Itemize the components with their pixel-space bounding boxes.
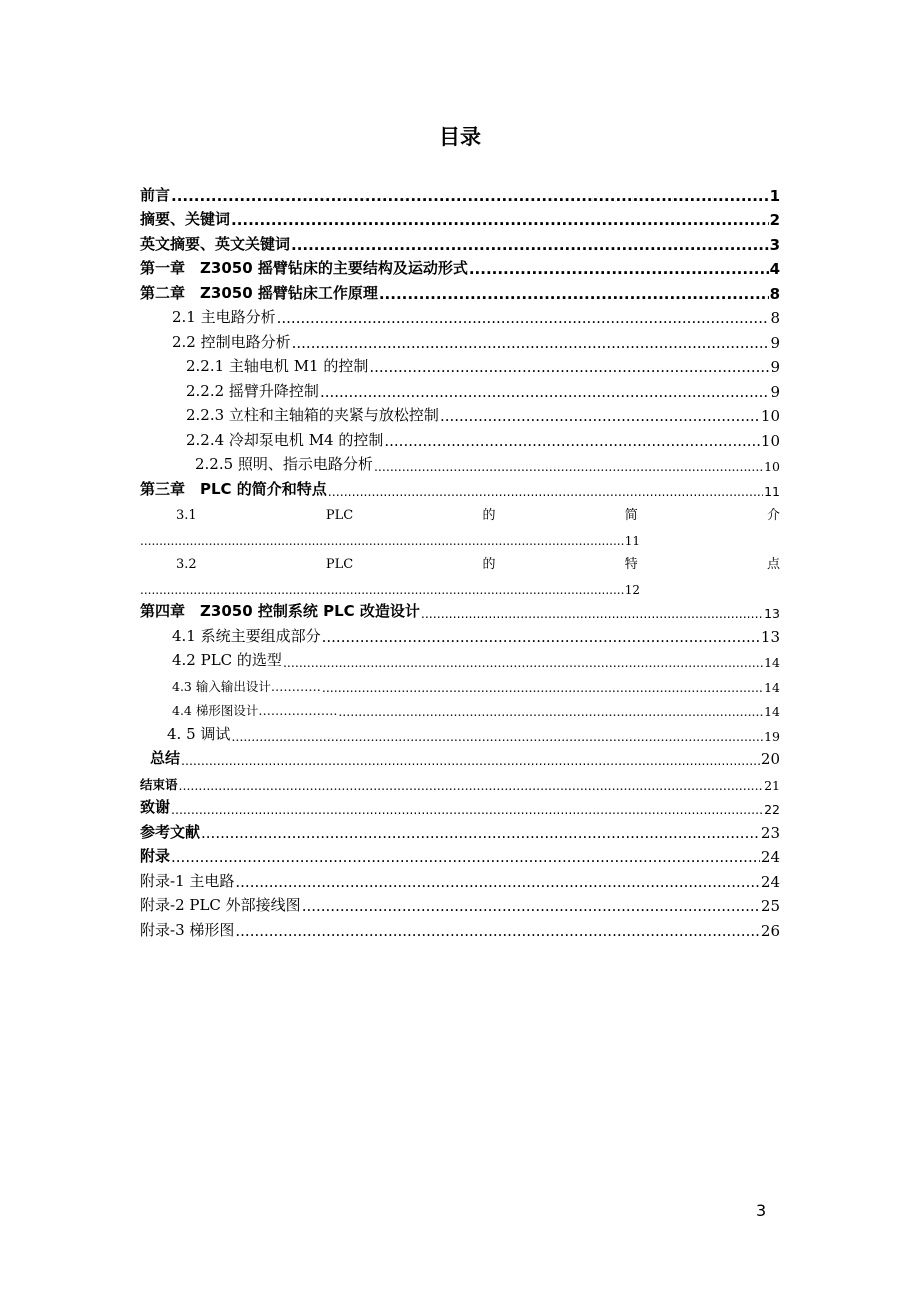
toc-entry-label: 第一章 Z3050 摇臂钻床的主要结构及运动形式	[140, 259, 468, 277]
toc-leader	[283, 655, 763, 670]
toc-entry-page: 14	[764, 704, 780, 719]
table-of-contents	[140, 180, 780, 940]
toc-leader	[469, 260, 769, 278]
toc-entry[interactable]	[140, 401, 780, 426]
toc-word: PLC	[325, 557, 354, 572]
toc-leader	[291, 236, 769, 254]
toc-entry-label: 4.4 梯形图设计……………….	[172, 703, 338, 718]
toc-entry-justified[interactable]	[140, 548, 780, 573]
toc-entry[interactable]	[140, 450, 780, 475]
toc-entry-page: 9	[770, 333, 780, 352]
toc-leader	[140, 534, 625, 548]
toc-entry[interactable]	[140, 842, 780, 867]
toc-leader	[421, 606, 763, 621]
toc-entry[interactable]	[140, 205, 780, 230]
toc-leader	[440, 407, 760, 425]
toc-entry-page: 8	[769, 284, 780, 303]
toc-entry-label: 2.2.5 照明、指示电路分析	[195, 455, 373, 473]
toc-entry-label: 2.2.4 冷却泵电机 M4 的控制	[186, 430, 384, 449]
toc-entry[interactable]	[140, 915, 780, 940]
toc-entry[interactable]	[140, 352, 780, 377]
toc-entry[interactable]	[140, 866, 780, 891]
toc-entry[interactable]	[140, 768, 780, 793]
toc-leader	[322, 680, 763, 695]
toc-entry[interactable]	[140, 646, 780, 671]
toc-entry[interactable]	[140, 303, 780, 328]
toc-entry[interactable]	[140, 670, 780, 695]
toc-word: 3.1	[176, 508, 197, 523]
toc-entry-label: 附录-2 PLC 外部接线图	[140, 896, 301, 914]
toc-word: 的	[482, 508, 496, 523]
toc-entry[interactable]	[140, 817, 780, 842]
toc-leader	[171, 848, 760, 866]
toc-entry-label: 4.1 系统主要组成部分	[172, 626, 321, 645]
toc-entry[interactable]	[140, 254, 780, 279]
toc-word: 3.2	[176, 557, 197, 572]
toc-entry-page: 10	[764, 459, 780, 474]
toc-entry[interactable]	[140, 597, 780, 622]
toc-entry-page: 13	[760, 627, 780, 646]
toc-leader	[374, 459, 763, 474]
toc-leader	[379, 285, 769, 303]
toc-entry-label: 前言	[140, 185, 171, 204]
toc-leader	[328, 484, 763, 499]
toc-entry-leader-line[interactable]	[140, 523, 640, 548]
toc-leader	[292, 334, 770, 352]
toc-entry-label: 参考文献	[140, 822, 201, 841]
toc-entry-page: 10	[760, 407, 780, 425]
toc-entry-page: 9	[770, 382, 780, 401]
page-number: 3	[756, 1201, 767, 1220]
toc-entry-label: 附录-3 梯形图	[140, 920, 235, 939]
toc-entry-label: 第三章 PLC 的简介和特点	[140, 479, 327, 498]
toc-leader	[235, 873, 760, 891]
toc-entry-page: 19	[764, 728, 780, 744]
toc-word: 介	[766, 508, 780, 523]
toc-entry[interactable]	[140, 229, 780, 254]
toc-leader	[384, 432, 760, 450]
toc-entry-label: 总结	[150, 749, 181, 767]
toc-entry-page: 24	[760, 848, 780, 866]
toc-entry-label: 致谢	[140, 798, 171, 816]
toc-entry-page: 11	[624, 533, 640, 548]
toc-entry-page: 1	[769, 186, 780, 205]
toc-entry[interactable]	[140, 793, 780, 818]
toc-entry-label: 4.3 输入输出设计…………	[172, 678, 321, 694]
toc-entry-justified[interactable]	[140, 499, 780, 524]
toc-leader	[277, 309, 770, 327]
toc-entry-page: 9	[770, 358, 780, 376]
toc-leader	[338, 704, 763, 719]
toc-leader	[231, 729, 763, 744]
toc-word: 点	[766, 557, 780, 572]
toc-entry-page: 22	[764, 802, 780, 817]
toc-entry-label: 第四章 Z3050 控制系统 PLC 改造设计	[140, 602, 420, 620]
toc-entry-page: 3	[769, 235, 780, 254]
toc-entry[interactable]	[140, 891, 780, 916]
toc-entry-label: 摘要、关键词	[140, 210, 231, 228]
toc-entry-label: 结束语	[140, 776, 178, 792]
toc-entry-page: 26	[760, 921, 780, 940]
toc-leader	[320, 383, 770, 401]
toc-entry-label: 英文摘要、英文关键词	[140, 234, 291, 253]
toc-entry-page: 24	[760, 872, 780, 891]
toc-entry[interactable]	[140, 474, 780, 499]
toc-entry[interactable]	[140, 425, 780, 450]
toc-entry[interactable]	[140, 621, 780, 646]
toc-entry-page: 4	[769, 260, 780, 278]
toc-word: 简	[624, 508, 638, 523]
toc-entry-label: 2.2.1 主轴电机 M1 的控制	[186, 357, 369, 375]
toc-entry-page: 14	[764, 655, 780, 670]
toc-leader	[201, 824, 760, 842]
toc-entry-page: 20	[760, 750, 780, 768]
toc-entry-page: 10	[760, 431, 780, 450]
toc-entry-label: 附录	[140, 847, 171, 865]
toc-leader	[235, 922, 760, 940]
toc-entry-page: 25	[760, 897, 780, 915]
toc-entry-label: 附录-1 主电路	[140, 871, 235, 890]
toc-leader	[171, 187, 769, 205]
toc-entry[interactable]	[140, 744, 780, 769]
toc-entry-page: 11	[764, 483, 780, 499]
toc-entry[interactable]	[140, 376, 780, 401]
toc-entry[interactable]	[140, 278, 780, 303]
toc-entry-label: 4.2 PLC 的选型	[172, 651, 282, 669]
toc-entry-page: 21	[764, 777, 780, 793]
toc-entry-page: 2	[769, 211, 780, 229]
toc-entry-page: 23	[760, 823, 780, 842]
toc-entry-label: 第二章 Z3050 摇臂钻床工作原理	[140, 283, 378, 302]
toc-leader	[179, 778, 764, 793]
toc-word: 特	[624, 557, 638, 572]
toc-leader	[369, 358, 769, 376]
toc-leader	[231, 211, 769, 229]
toc-entry[interactable]	[140, 719, 780, 744]
toc-entry-page: 13	[764, 606, 780, 621]
toc-leader	[171, 802, 763, 817]
toc-word: 的	[482, 557, 496, 572]
toc-leader	[302, 897, 760, 915]
toc-entry-page: 8	[770, 309, 780, 327]
toc-entry[interactable]	[140, 695, 780, 720]
toc-leader	[140, 583, 625, 597]
toc-title: 目录	[439, 125, 481, 149]
toc-entry[interactable]	[140, 180, 780, 205]
toc-entry-label: 4. 5 调试	[167, 724, 231, 743]
toc-entry[interactable]	[140, 327, 780, 352]
toc-entry-label: 2.1 主电路分析	[172, 308, 276, 326]
toc-entry-label: 2.2.3 立柱和主轴箱的夹紧与放松控制	[186, 406, 439, 424]
toc-leader	[322, 628, 760, 646]
toc-entry-label: 2.2 控制电路分析	[172, 332, 291, 351]
toc-leader	[181, 753, 760, 768]
toc-entry-label: 2.2.2 摇臂升降控制	[186, 381, 319, 400]
toc-entry-page: 12	[624, 582, 640, 597]
toc-word: PLC	[325, 508, 354, 523]
toc-entry-leader-line[interactable]	[140, 572, 640, 597]
toc-entry-page: 14	[764, 679, 780, 695]
